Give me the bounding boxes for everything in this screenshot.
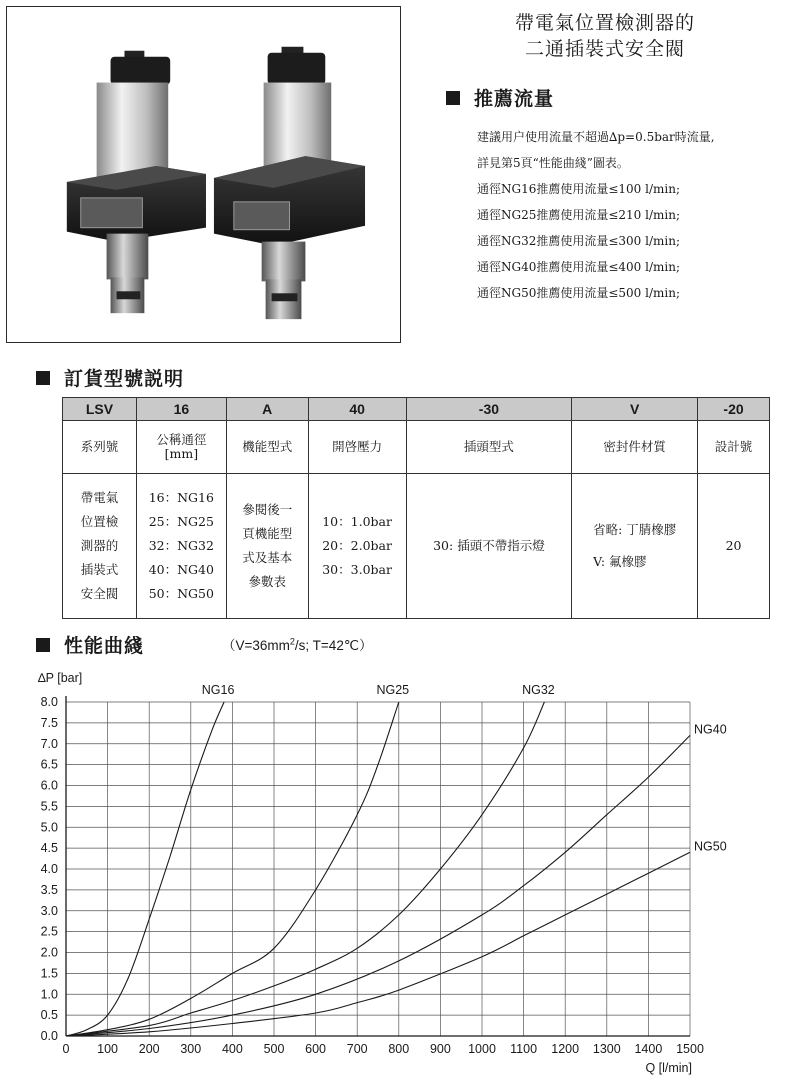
y-tick-label: 4.5 (40, 841, 58, 856)
series-label-ng40: NG40 (694, 722, 727, 737)
series-label-ng50: NG50 (694, 839, 727, 854)
series-line-ng40 (66, 735, 690, 1036)
y-tick-label: 2.0 (40, 945, 58, 960)
series-label-ng16: NG16 (201, 683, 235, 697)
x-tick-label: 1100 (510, 1042, 538, 1056)
seal-option: 省略: 丁腈橡膠 (593, 522, 677, 537)
flow-intro-line-1: 建議用户使用流量不超過∆p=0.5bar時流量, (477, 130, 715, 144)
y-tick-label: 0.0 (40, 1029, 58, 1043)
series-label-ng32: NG32 (522, 683, 555, 697)
x-tick-label: 1400 (634, 1042, 663, 1056)
product-photo (6, 6, 401, 343)
y-tick-label: 1.0 (40, 987, 58, 1002)
y-tick-label: 0.5 (40, 1008, 58, 1023)
x-tick-label: 0 (62, 1042, 70, 1056)
x-tick-label: 700 (346, 1042, 368, 1056)
y-tick-label: 6.0 (40, 778, 58, 793)
series-label-ng25: NG25 (376, 683, 410, 697)
function-line: 頁機能型 (242, 526, 293, 541)
header-nominal (136, 421, 226, 474)
title-line-1: 帶電氣位置檢測器的 (514, 12, 695, 34)
series-line: 測器的 (80, 538, 119, 553)
y-tick-label: 2.5 (40, 924, 58, 939)
size-option: 16：NG16 (148, 490, 214, 505)
code-cell: LSV (63, 398, 137, 421)
pressure-option: 10：1.0bar (322, 514, 392, 529)
pressure-option: 30：3.0bar (322, 562, 392, 577)
x-tick-label: 500 (263, 1042, 285, 1056)
x-tick-label: 100 (97, 1042, 119, 1056)
flow-item: 通徑NG16推薦使用流量≤100 l/min; (477, 182, 680, 196)
y-tick-label: 7.5 (40, 715, 58, 730)
square-bullet-icon (446, 91, 460, 105)
x-tick-label: 1300 (592, 1042, 621, 1056)
header-seal: 密封件材質 (572, 421, 698, 474)
function-line: 式及基本 (242, 550, 293, 565)
sizes-cell (136, 474, 226, 619)
x-tick-label: 400 (221, 1042, 243, 1056)
x-axis-label: Q [l/min] (645, 1061, 692, 1075)
grid (66, 696, 690, 1036)
code-cell: 40 (308, 398, 406, 421)
series-line: 安全閥 (80, 586, 119, 601)
design-cell: 20 (698, 474, 770, 619)
valve-left (67, 51, 206, 313)
header-pressure: 開啓壓力 (308, 421, 406, 474)
header-design: 設計號 (698, 421, 770, 474)
flow-item: 通徑NG32推薦使用流量≤300 l/min; (477, 234, 680, 248)
flow-item: 通徑NG40推薦使用流量≤400 l/min; (477, 260, 680, 274)
order-code-row (63, 398, 770, 421)
y-axis-label: ∆P [bar] (38, 671, 83, 685)
flow-item: 通徑NG25推薦使用流量≤210 l/min; (477, 208, 680, 222)
performance-chart (0, 660, 800, 1084)
square-bullet-icon (36, 638, 50, 652)
y-tick-label: 7.0 (40, 736, 58, 751)
code-cell: -20 (698, 398, 770, 421)
flow-item: 通徑NG50推薦使用流量≤500 l/min; (477, 286, 680, 300)
order-code-table (62, 397, 770, 619)
series-cell (63, 474, 137, 619)
x-tick-label: 200 (138, 1042, 160, 1056)
y-tick-label: 8.0 (40, 695, 58, 709)
header-function: 機能型式 (226, 421, 308, 474)
plug-cell: 30: 插頭不帶指示燈 (406, 474, 572, 619)
tick-labels (41, 695, 704, 1056)
y-tick-label: 3.0 (40, 903, 58, 918)
header-series: 系列號 (63, 421, 137, 474)
test-conditions (222, 634, 373, 654)
title-line-2: 二通插裝式安全閥 (524, 38, 685, 60)
condition-suffix: /s; T=42℃） (294, 638, 373, 653)
y-tick-label: 5.0 (40, 820, 58, 835)
x-tick-label: 1000 (468, 1042, 496, 1056)
recommended-flow-notes (477, 124, 797, 306)
pressure-cell (308, 474, 406, 619)
valve-right (214, 47, 365, 319)
size-option: 50：NG50 (148, 586, 214, 601)
series-line-ng50 (66, 852, 690, 1036)
code-cell: -30 (406, 398, 572, 421)
order-body-row (63, 474, 770, 619)
y-tick-label: 4.0 (40, 862, 58, 876)
series-line: 位置檢 (80, 514, 119, 529)
y-tick-label: 5.5 (40, 799, 58, 814)
ordering-heading-text: 訂貨型號説明 (64, 368, 185, 390)
x-tick-label: 1200 (551, 1042, 580, 1056)
function-cell (226, 474, 308, 619)
header-nominal-line-1: 公稱通徑 (156, 432, 207, 447)
x-tick-label: 900 (429, 1042, 451, 1056)
recommended-flow-heading (446, 84, 554, 111)
y-tick-label: 6.5 (40, 757, 58, 772)
performance-heading-text: 性能曲綫 (64, 635, 145, 657)
recommended-flow-heading-text: 推薦流量 (474, 88, 555, 110)
series-line: 插裝式 (80, 562, 119, 577)
header-nominal-line-2: [mm] (164, 446, 199, 461)
series-labels (202, 683, 727, 853)
seal-cell (572, 474, 698, 619)
function-line: 參數表 (248, 574, 286, 589)
order-header-row (63, 421, 770, 474)
function-line: 參閱後一 (242, 502, 293, 517)
size-option: 40：NG40 (148, 562, 214, 577)
series-line: 帶電氣 (80, 490, 119, 505)
size-option: 32：NG32 (148, 538, 214, 553)
ordering-heading (36, 364, 184, 391)
x-tick-label: 800 (388, 1042, 410, 1056)
pressure-option: 20：2.0bar (322, 538, 392, 553)
y-tick-label: 1.5 (40, 966, 58, 981)
header-plug: 插頭型式 (406, 421, 572, 474)
condition-superscript: 2 (289, 636, 295, 647)
x-tick-label: 300 (180, 1042, 202, 1056)
x-tick-label: 600 (305, 1042, 327, 1056)
code-cell: 16 (136, 398, 226, 421)
code-cell: V (572, 398, 698, 421)
square-bullet-icon (36, 371, 50, 385)
x-tick-label: 1500 (676, 1042, 704, 1056)
performance-heading (36, 631, 144, 658)
y-tick-label: 3.5 (40, 882, 58, 897)
condition-prefix: （V=36mm (222, 638, 290, 653)
code-cell: A (226, 398, 308, 421)
product-photo-illustration (7, 7, 400, 342)
page-title (420, 10, 790, 62)
seal-option: V: 氟橡膠 (593, 554, 647, 569)
size-option: 25：NG25 (148, 514, 214, 529)
flow-intro-line-2: 詳見第5頁“性能曲綫”圖表。 (477, 156, 629, 170)
performance-chart-svg (0, 660, 800, 1084)
